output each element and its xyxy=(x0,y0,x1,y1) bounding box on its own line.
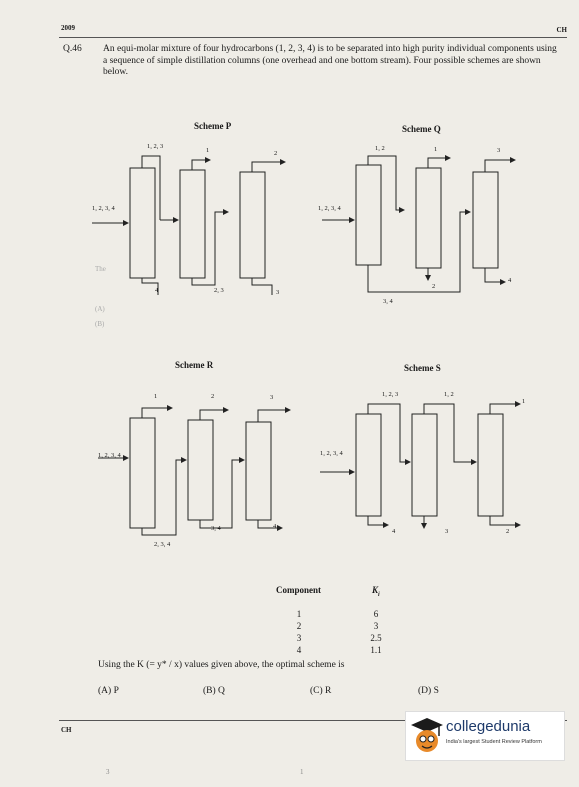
scheme-s-column-2 xyxy=(412,414,437,516)
option-c[interactable]: (C) R xyxy=(310,686,332,696)
scheme-q-stream-label: 3, 4 xyxy=(383,298,393,305)
scheme-q-column-3 xyxy=(473,172,498,268)
scheme-p-title: Scheme P xyxy=(194,121,232,131)
scheme-s-stream-label: 1, 2 xyxy=(444,391,454,398)
scheme-p-diagram xyxy=(92,156,285,295)
scheme-p-column-2 xyxy=(180,170,205,278)
scheme-s-column-3 xyxy=(478,414,503,516)
option-a[interactable]: (A) P xyxy=(98,686,119,696)
scheme-r-diagram xyxy=(98,408,290,535)
scheme-s-stream-label: 3 xyxy=(445,528,449,535)
scheme-s-stream-label: 1, 2, 3 xyxy=(382,391,399,398)
scheme-q-diagram xyxy=(322,156,515,292)
scheme-r-column-3 xyxy=(246,422,271,520)
scheme-r-stream-label: 2, 3, 4 xyxy=(154,541,171,548)
scheme-r-stream-label: 2 xyxy=(211,393,215,400)
table-cell-component: 2 xyxy=(296,621,302,631)
scheme-p-column-3 xyxy=(240,172,265,278)
option-d[interactable]: (D) S xyxy=(418,686,439,696)
footer-paper-code: CH xyxy=(61,726,72,734)
collegedunia-watermark xyxy=(405,711,565,761)
scheme-r-feed-label: 1, 2, 3, 4 xyxy=(98,452,121,459)
brand-name: collegedunia xyxy=(446,718,531,735)
question-prompt: Using the K (= y* / x) values given above, the optimal scheme is xyxy=(98,660,345,670)
scheme-r-stream-label: 1 xyxy=(154,393,158,400)
scheme-q-column-2 xyxy=(416,168,441,268)
scheme-r-stream-label: 3, 4 xyxy=(211,525,221,532)
scheme-s-feed-label: 1, 2, 3, 4 xyxy=(320,450,343,457)
scheme-p-stream-label: 2, 3 xyxy=(214,287,224,294)
scheme-p-stream-label: 1 xyxy=(206,147,210,154)
scheme-s-diagram xyxy=(320,404,520,528)
brand-tagline: India's largest Student Review Platform xyxy=(446,739,542,745)
question-text: An equi-molar mixture of four hydrocarbons (1, 2, 3, 4) is to be separated into high purity individual components using a sequence of simple distillation columns (one overhead and one bottom stream). Four possible schemes are shown below. xyxy=(103,44,557,77)
table-cell-component: 3 xyxy=(296,633,302,643)
table-header-component: Component xyxy=(276,585,322,595)
scheme-r-stream-label: 3 xyxy=(270,394,274,401)
scheme-q-stream-label: 1 xyxy=(434,146,438,153)
scheme-s-stream-label: 2 xyxy=(506,528,510,535)
scheme-p-stream-label: 1, 2, 3 xyxy=(147,143,164,150)
scheme-p-stream-label: 3 xyxy=(276,289,280,296)
table-cell-k: 3 xyxy=(373,621,379,631)
table-cell-k: 2.5 xyxy=(370,633,382,643)
header-year: 2009 xyxy=(61,24,75,32)
scheme-q-feed-label: 1, 2, 3, 4 xyxy=(318,205,341,212)
scheme-p-stream-label: 4 xyxy=(155,287,159,294)
scheme-q-stream-label: 4 xyxy=(508,277,512,284)
exam-page: 2009 CH Q.46 An equi-molar mixture of four hydrocarbons (1, 2, 3, 4) is to be separated into high purity individual components using a sequence of simple distillation columns (one overhead and one bottom stream). Four possible schemes are shown below. Scheme P Scheme Q Scheme R Scheme S 1, 2, 3, 4 1, 2, 3 1 2 4 2, 3 3 1, 2, 3, 4 1, 2 1 3 2 4 3, 4 1, 2, 3, 4 1 2 3 3, 4 4 2, 3, 4 1, 2, 3, 4 1, 2, 3 1, 2 1 4 3 2 The (A) (B) Component $K_i$ 1 6 2 3 3 2.5 4 1.1 Using the K (= y* / x) values given above, the optimal scheme is (A) P (B) Q (C) R (D) S CH collegedunia India's largest Student Review Platform 3 1 xyxy=(0,0,579,787)
scheme-r-title: Scheme R xyxy=(175,360,214,370)
scheme-r-stream-label: 4 xyxy=(273,523,277,530)
scheme-s-stream-label: 4 xyxy=(392,528,396,535)
scheme-s-title: Scheme S xyxy=(404,363,441,373)
scheme-q-column-1 xyxy=(356,165,381,265)
table-cell-k: 6 xyxy=(373,609,379,619)
scheme-r-column-2 xyxy=(188,420,213,520)
scheme-s-stream-label: 1 xyxy=(522,398,526,405)
option-b[interactable]: (B) Q xyxy=(203,686,225,696)
table-cell-component: 4 xyxy=(296,645,302,655)
question-number: Q.46 xyxy=(63,44,82,54)
scheme-p-stream-label: 2 xyxy=(274,150,278,157)
scheme-s-column-1 xyxy=(356,414,381,516)
scheme-p-column-1 xyxy=(130,168,155,278)
graduate-mascot-icon xyxy=(410,716,444,756)
scheme-q-stream-label: 3 xyxy=(497,147,501,154)
scheme-p-feed-label: 1, 2, 3, 4 xyxy=(92,205,115,212)
table-cell-component: 1 xyxy=(296,609,302,619)
scheme-q-stream-label: 1, 2 xyxy=(375,145,385,152)
scheme-q-title: Scheme Q xyxy=(402,124,441,134)
table-cell-k: 1.1 xyxy=(370,645,382,655)
scheme-r-column-1 xyxy=(130,418,155,528)
header-paper-code: CH xyxy=(556,26,567,34)
scheme-q-stream-label: 2 xyxy=(432,283,436,290)
table-header-k: $K_i$ xyxy=(372,585,380,598)
